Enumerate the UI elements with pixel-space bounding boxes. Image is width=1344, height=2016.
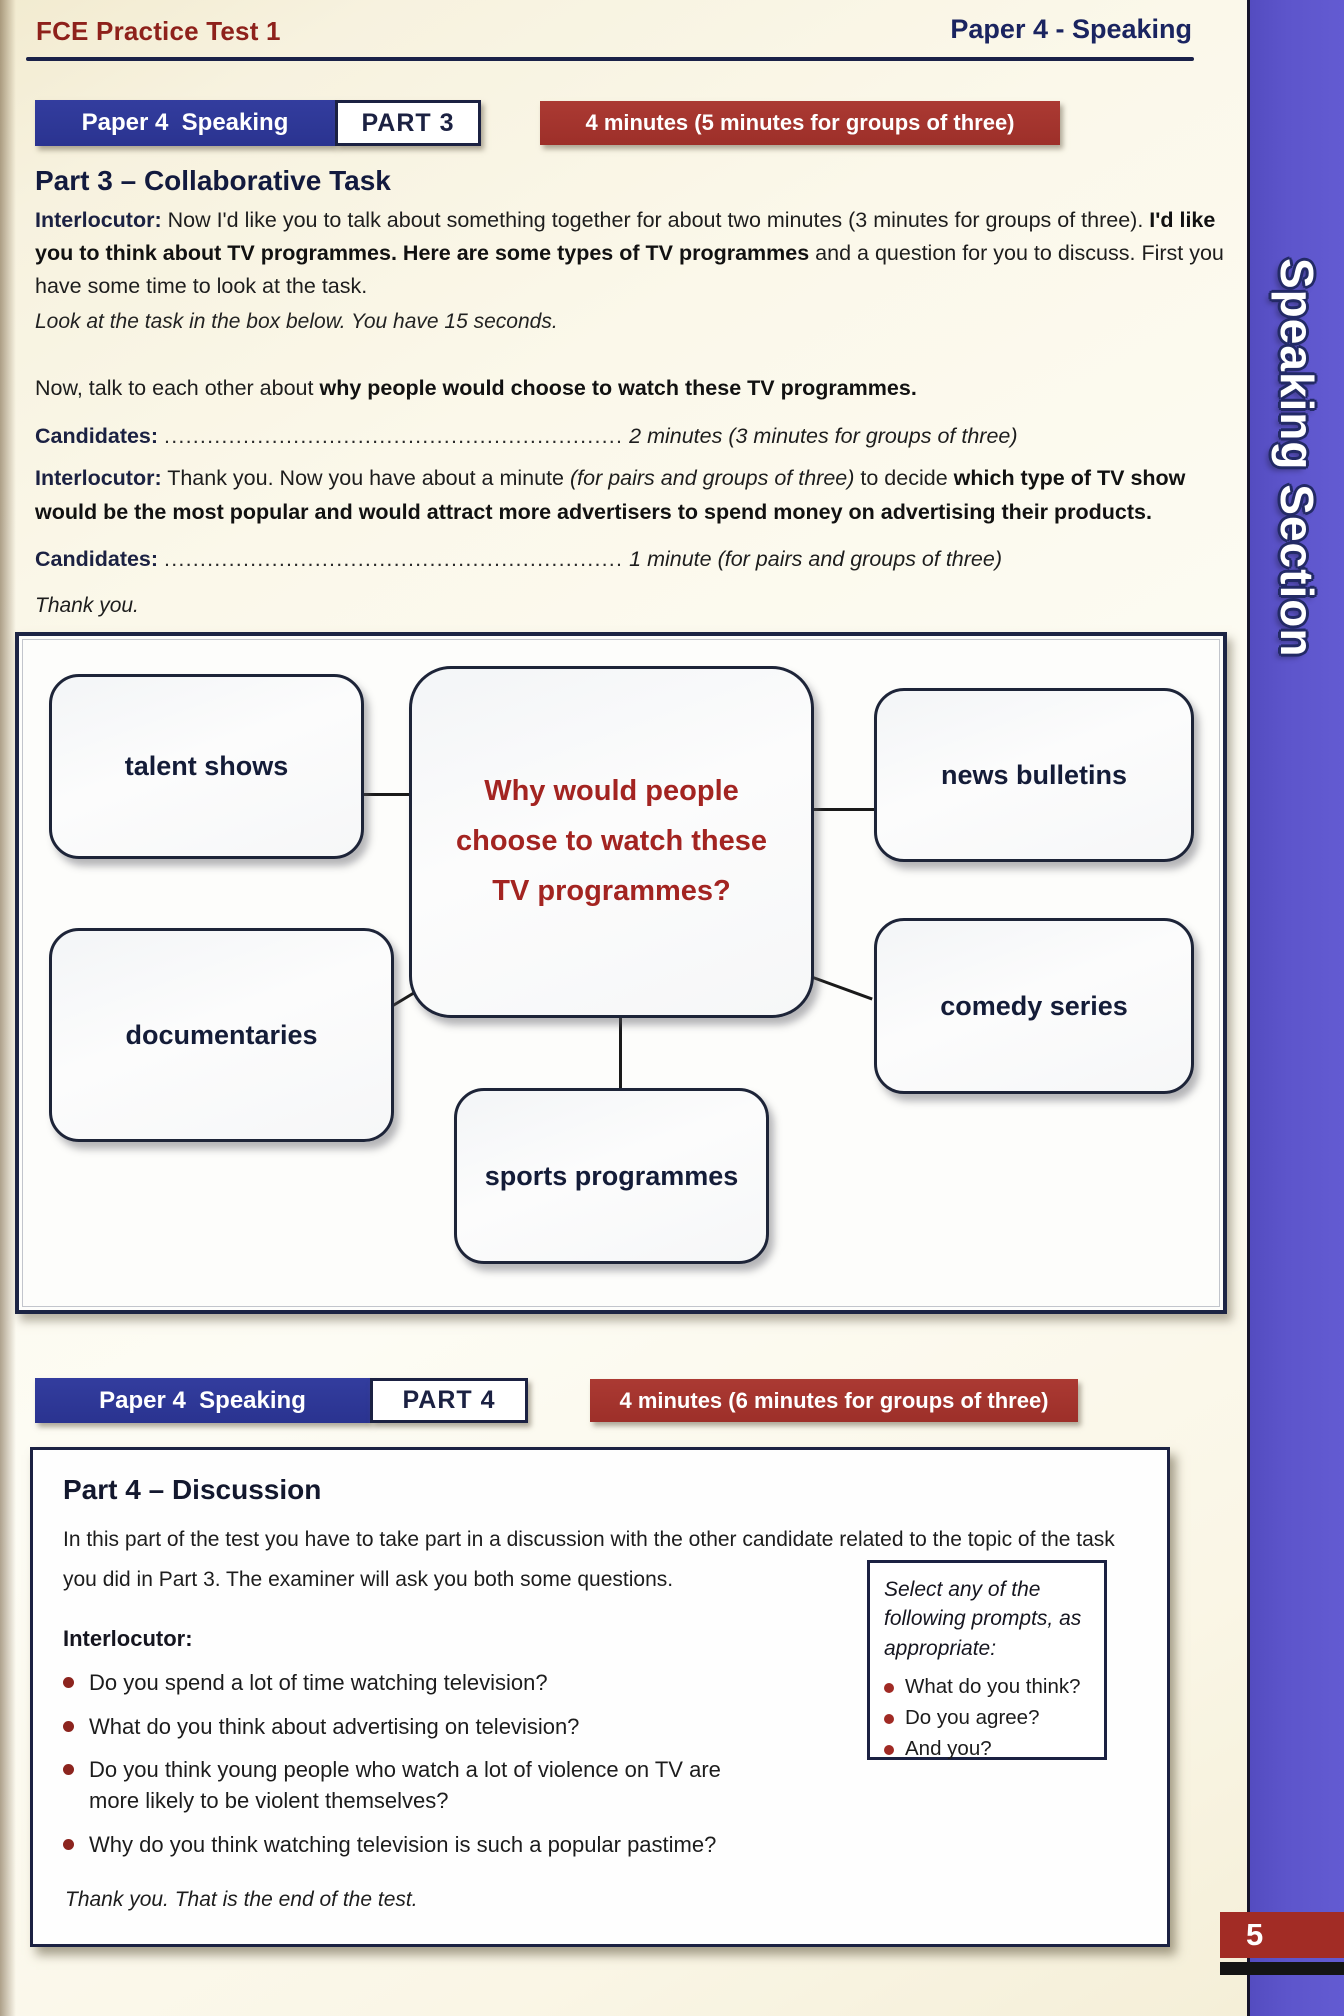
bullet-icon bbox=[884, 1714, 894, 1724]
sidebar-label: Speaking Section bbox=[1271, 258, 1323, 658]
prompts-box bbox=[867, 1560, 1107, 1760]
question-item bbox=[63, 1668, 723, 1699]
inter2-plain-1: Thank you. Now you have about a minute bbox=[167, 466, 564, 490]
question-text: What do you think about advertising on television? bbox=[89, 1713, 580, 1739]
question-item bbox=[63, 1712, 723, 1743]
part3-time-badge: 4 minutes (5 minutes for groups of three) bbox=[540, 101, 1060, 145]
part3-heading: Part 3 – Collaborative Task bbox=[35, 165, 391, 196]
header-divider bbox=[26, 57, 1194, 61]
candidates-time-2: 1 minute (for pairs and groups of three) bbox=[629, 547, 1002, 571]
intro-plain-1: Now I'd like you to talk about something together for about two minutes (3 minutes for groups of three). bbox=[167, 208, 1144, 232]
part3-paper-badge: Paper 4 Speaking bbox=[35, 100, 335, 146]
node-sports-programmes: sports programmes bbox=[454, 1088, 769, 1264]
question-text: Do you spend a lot of time watching television? bbox=[89, 1669, 548, 1695]
prompt-item bbox=[884, 1737, 1090, 1761]
interlocutor-label: Interlocutor: bbox=[35, 466, 162, 490]
bullet-icon bbox=[63, 1764, 74, 1775]
node-comedy-series: comedy series bbox=[874, 918, 1194, 1094]
prompt-text: What do you think? bbox=[905, 1675, 1081, 1699]
prompt-item bbox=[884, 1675, 1090, 1699]
question-item bbox=[63, 1830, 723, 1861]
look-at-task-note: Look at the task in the box below. You have 15 seconds. bbox=[35, 310, 558, 333]
part3-part-badge: PART 3 bbox=[335, 100, 481, 146]
prompts-title: Select any of the following prompts, as appropriate: bbox=[884, 1578, 1082, 1660]
part3-intro-paragraph bbox=[35, 204, 1233, 303]
page-scan-edge bbox=[0, 0, 16, 2016]
paper-title: Paper 4 - Speaking bbox=[950, 14, 1192, 44]
node-documentaries: documentaries bbox=[49, 928, 394, 1142]
intro-bold: I'd like you to think about TV programmes. Here are some types of TV programmes bbox=[35, 208, 1216, 265]
connector-news-center bbox=[812, 808, 876, 811]
talk-plain: Now, talk to each other about bbox=[35, 376, 314, 400]
connector-comedy-center bbox=[812, 976, 872, 1000]
candidates-label: Candidates: bbox=[35, 547, 159, 571]
candidates-time-1: 2 minutes (3 minutes for groups of three) bbox=[629, 424, 1018, 448]
question-text: Why do you think watching television is such a popular pastime? bbox=[89, 1831, 717, 1857]
part4-closing: Thank you. That is the end of the test. bbox=[65, 1888, 418, 1911]
bullet-icon bbox=[63, 1839, 74, 1850]
node-talent-shows: talent shows bbox=[49, 674, 364, 859]
inter2-bold: which type of TV show would be the most popular and would attract more advertisers to spend money on advertising their products. bbox=[35, 466, 1186, 524]
book-title: FCE Practice Test 1 bbox=[36, 16, 281, 46]
bullet-icon bbox=[884, 1683, 894, 1693]
part3-closing: Thank you. bbox=[35, 594, 139, 617]
interlocutor-label: Interlocutor: bbox=[35, 208, 162, 232]
page-number-bar bbox=[1220, 1962, 1344, 1975]
prompt-text: And you? bbox=[905, 1737, 992, 1761]
interlocutor-label: Interlocutor: bbox=[63, 1625, 193, 1651]
talk-instruction bbox=[35, 372, 1233, 405]
prompt-item bbox=[884, 1706, 1090, 1730]
prompt-text: Do you agree? bbox=[905, 1706, 1040, 1730]
intro-plain-2: and a question for you to discuss. First you have some time to look at the task. bbox=[35, 240, 1224, 298]
part4-box bbox=[30, 1447, 1170, 1947]
dotted-line: ................................................................ bbox=[164, 547, 624, 571]
candidates-line-1 bbox=[35, 420, 1233, 453]
part4-paper-badge: Paper 4 Speaking bbox=[35, 1378, 370, 1423]
part4-part-badge: PART 4 bbox=[370, 1378, 528, 1423]
page-number-badge: 5 bbox=[1220, 1912, 1344, 1958]
connector-sports-center bbox=[619, 1018, 622, 1090]
task-diagram-box bbox=[15, 632, 1227, 1314]
bullet-icon bbox=[63, 1677, 74, 1688]
talk-bold: why people would choose to watch these TV programmes. bbox=[319, 376, 917, 400]
question-text: Do you think young people who watch a lot of violence on TV are more likely to be violent themselves? bbox=[89, 1757, 721, 1814]
part4-time-badge: 4 minutes (6 minutes for groups of three) bbox=[590, 1379, 1078, 1422]
prompts-list bbox=[884, 1675, 1090, 1761]
question-item bbox=[63, 1755, 723, 1817]
node-center-question: Why would people choose to watch these TV programmes? bbox=[409, 666, 814, 1018]
part4-heading: Part 4 – Discussion bbox=[63, 1474, 322, 1505]
inter2-plain-2: to decide bbox=[860, 466, 948, 490]
candidates-label: Candidates: bbox=[35, 424, 159, 448]
dotted-line: ................................................................ bbox=[164, 424, 624, 448]
node-news-bulletins: news bulletins bbox=[874, 688, 1194, 862]
speaking-section-sidebar bbox=[1247, 0, 1344, 2016]
interlocutor-line-2 bbox=[35, 462, 1233, 530]
inter2-italic: (for pairs and groups of three) bbox=[569, 466, 855, 490]
bullet-icon bbox=[63, 1721, 74, 1732]
candidates-line-2 bbox=[35, 543, 1233, 576]
bullet-icon bbox=[884, 1745, 894, 1755]
connector-talent-center bbox=[362, 793, 412, 796]
part4-intro: In this part of the test you have to take part in a discussion with the other candidate related to the topic of the task you did in Part 3. The examiner will ask you both some questions. bbox=[63, 1528, 1115, 1591]
part4-question-list bbox=[63, 1668, 723, 1861]
